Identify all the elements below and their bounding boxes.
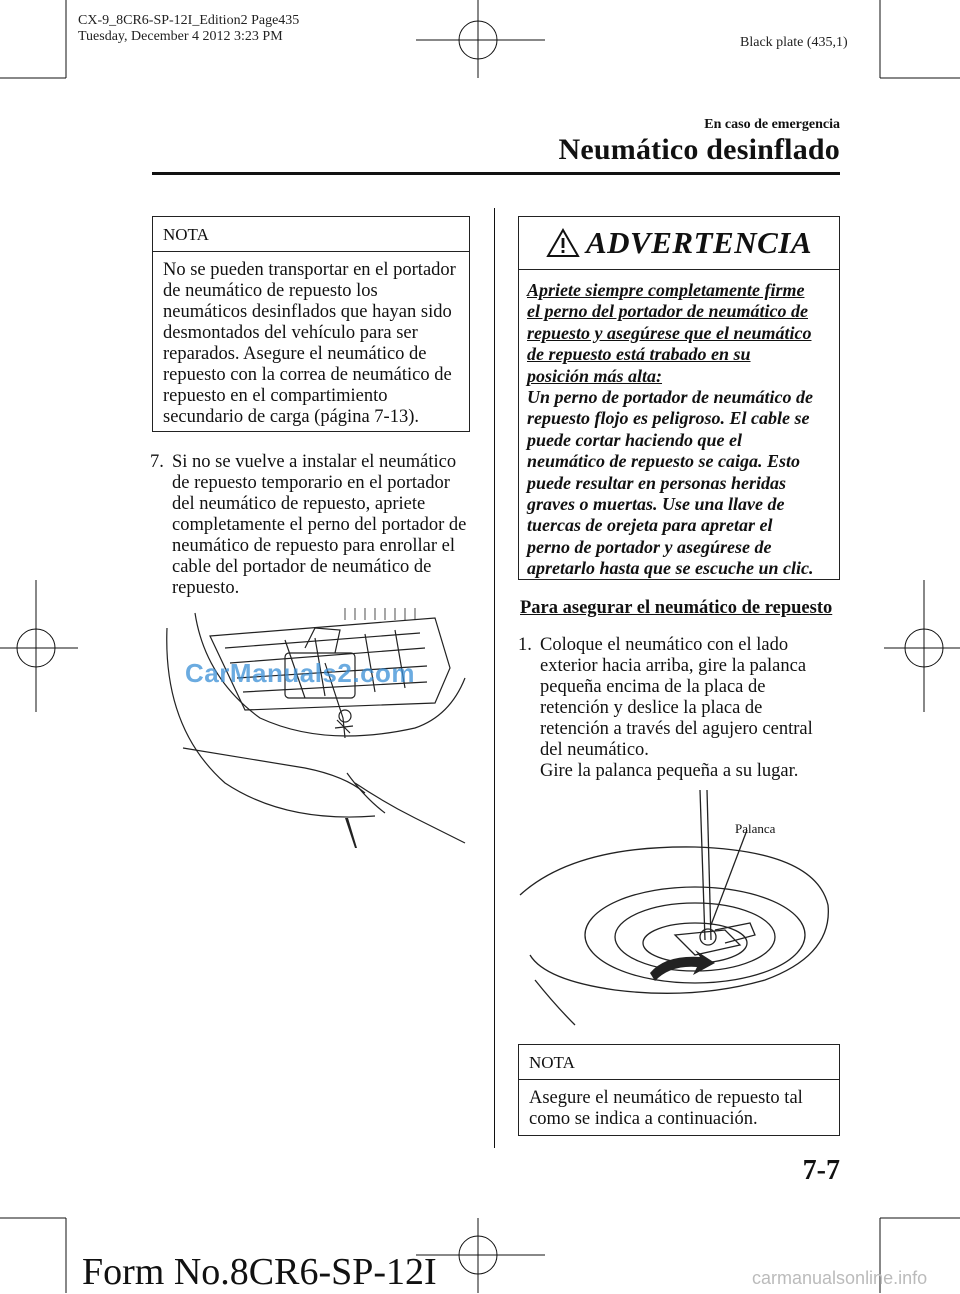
- warning-line: graves o muertas. Use una llave de: [527, 494, 785, 515]
- nota-line: repuesto en el compartimiento: [163, 386, 388, 406]
- step-line: Gire la palanca pequeña a su lugar.: [540, 761, 799, 781]
- step-line: exterior hacia arriba, gire la palanca: [540, 656, 807, 676]
- warning-box: [518, 216, 840, 580]
- warning-line: repuesto flojo es peligroso. El cable se: [527, 408, 810, 429]
- nota-line: No se pueden transportar en el portador: [163, 260, 456, 280]
- plate-label: Black plate (435,1): [740, 35, 848, 50]
- step-line: pequeña encima de la placa de: [540, 677, 766, 697]
- warning-line: neumático de repuesto se caiga. Esto: [527, 451, 800, 472]
- warning-body: [519, 270, 839, 588]
- step-line: de repuesto temporario en el portador: [172, 473, 450, 493]
- step-line: del neumático de repuesto, apriete: [172, 494, 426, 514]
- nota-line: neumáticos desinflados que hayan sido: [163, 302, 452, 322]
- form-number: Form No.8CR6-SP-12I: [82, 1251, 437, 1293]
- warning-line: puede resultar en personas heridas: [527, 472, 787, 493]
- nota-body: [153, 252, 469, 438]
- page-number: 7-7: [802, 1155, 840, 1186]
- procedure-subheading: Para asegurar el neumático de repuesto: [520, 598, 833, 618]
- section-title: En caso de emergencia: [704, 117, 840, 132]
- step-line: retención y deslice la placa de: [540, 698, 763, 718]
- spare-tire-lever-illustration: [515, 785, 840, 1030]
- step-1: [518, 635, 840, 782]
- step-line: repuesto.: [172, 578, 240, 598]
- step-number: 7.: [150, 452, 164, 472]
- step-number: 1.: [518, 635, 532, 655]
- nota-box-2: [518, 1044, 840, 1136]
- warning-line: Un perno de portador de neumático de: [527, 387, 813, 408]
- print-meta-line1: CX-9_8CR6-SP-12I_Edition2 Page435: [78, 13, 300, 28]
- nota-title: NOTA: [519, 1045, 839, 1080]
- nota-body: [519, 1080, 839, 1140]
- warning-line: tuercas de orejeta para apretar el: [527, 515, 773, 536]
- cargo-carrier-illustration: [165, 608, 475, 853]
- chapter-title: Neumático desinflado: [558, 133, 840, 166]
- nota-box-1: [152, 216, 470, 432]
- step-text: [172, 452, 472, 599]
- nota-line: secundario de carga (página 7-13).: [163, 407, 419, 427]
- warning-header: [519, 217, 839, 270]
- nota-line: desmontados del vehículo para ser: [163, 323, 418, 343]
- nota-line: de neumático de repuesto los: [163, 281, 378, 301]
- nota-line: reparados. Asegure el neumático de: [163, 344, 427, 364]
- column-divider: [494, 208, 495, 1148]
- warning-line: el perno del portador de neumático de: [527, 301, 808, 322]
- figure-label-palanca: Palanca: [735, 821, 776, 836]
- warning-line: Apriete siempre completamente firme: [527, 280, 805, 300]
- step-line: neumático de repuesto para enrollar el: [172, 536, 456, 556]
- step-line: cable del portador de neumático de: [172, 557, 432, 577]
- nota-line: como se indica a continuación.: [529, 1109, 758, 1129]
- nota-line: repuesto con la correa de neumático de: [163, 365, 452, 385]
- nota-title: NOTA: [153, 217, 469, 252]
- nota-line: Asegure el neumático de repuesto tal: [529, 1088, 803, 1108]
- warning-line: puede cortar haciendo que el: [527, 429, 742, 450]
- warning-line: posición más alta:: [527, 365, 663, 386]
- step-line: retención a través del agujero central: [540, 719, 813, 739]
- warning-title: ADVERTENCIA: [585, 225, 812, 260]
- step-line: Coloque el neumático con el lado: [540, 635, 789, 655]
- print-meta-line2: Tuesday, December 4 2012 3:23 PM: [78, 29, 283, 44]
- warning-line: perno de portador y asegúrese de: [527, 536, 772, 557]
- step-7: [150, 452, 472, 599]
- header-rule: [152, 172, 840, 175]
- step-line: Si no se vuelve a instalar el neumático: [172, 452, 457, 472]
- step-text: [540, 635, 840, 782]
- warning-line: repuesto y asegúrese que el neumático: [527, 322, 812, 343]
- watermark-overlay: CarManuals2.com: [185, 658, 416, 688]
- warning-line: de repuesto está trabado en su: [527, 344, 751, 365]
- warning-triangle-icon: [546, 228, 580, 258]
- step-line: del neumático.: [540, 740, 649, 760]
- step-line: completamente el perno del portador de: [172, 515, 467, 535]
- warning-line: apretarlo hasta que se escuche un clic.: [527, 558, 814, 579]
- site-watermark: carmanualsonline.info: [752, 1268, 928, 1288]
